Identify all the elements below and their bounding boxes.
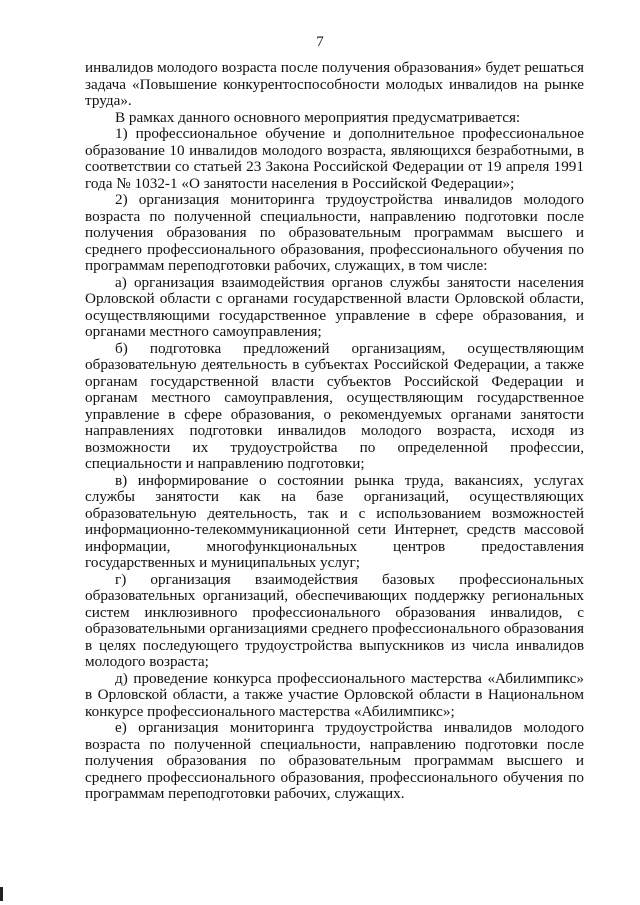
paragraph-subitem-e: е) организация мониторинга трудоустройства инвалидов молодого возраста по полученной специальности, направлению подготовки после получения образования по образовательным программам высшего и среднего профессионального образования, профессионального обучения по программам переподготовки рабочих, служащих. [85,719,584,802]
paragraph-subitem-g: г) организация взаимодействия базовых профессиональных образовательных организаций, обеспечивающих поддержку региональных систем инклюзивного профессионального образования инвалидов, с образовательными организациями среднего профессионального образования в целях последующего трудоустройства выпускников из числа инвалидов молодого возраста; [85,570,584,670]
paragraph-subitem-b: б) подготовка предложений организациям, осуществляющим образовательную деятельность в субъектах Российской Федерации, а также органам государственной власти субъектов Российской Федерации и органам местного самоуправления, осуществляющим государственное управление в сфере образования, о рекомендуемых органами занятости направлениях подготовки инвалидов молодого возраста, исходя из возможности их трудоустройства по определенной профессии, специальности и направлению подготовки; [85,339,584,472]
paragraph-subitem-v: в) информирование о состоянии рынка труда, вакансиях, услугах службы занятости как на базе организаций, осуществляющих образовательную деятельность, так и с использованием возможностей информационно-телекоммуникационной сети Интернет, средств массовой информации, многофункциональных центров предоставления государственных и муниципальных услуг; [85,471,584,571]
paragraph-item-1: 1) профессиональное обучение и дополнительное профессиональное образование 10 инвалидов молодого возраста, являющихся безработными, в соответствии со статьей 23 Закона Российской Федерации от 19 апреля 1991 года № 1032-1 «О занятости населения в Российской Федерации»; [85,125,584,192]
paragraph-subitem-d: д) проведение конкурса профессионального мастерства «Абилимпикс» в Орловской области, а также участие Орловской области в Национальном конкурсе профессионального мастерства «Абилимпикс»; [85,669,584,720]
page-number: 7 [316,34,324,50]
paragraph-continuation: инвалидов молодого возраста после получения образования» будет решаться задача «Повышение конкурентоспособности молодых инвалидов на рынке труда». [85,59,584,109]
paragraph-intro: В рамках данного основного мероприятия предусматривается: [115,108,521,126]
document-body [85,60,584,803]
paragraph-item-2: 2) организация мониторинга трудоустройства инвалидов молодого возраста по полученной специальности, направлению подготовки после получения образования по образовательным программам высшего и среднего профессионального образования, профессионального обучения по программам переподготовки рабочих, служащих, в том числе: [85,191,584,274]
scan-edge-mark [0,887,3,901]
paragraph-subitem-a: а) организация взаимодействия органов службы занятости населения Орловской области с органами государственной власти Орловской области, осуществляющими государственное управление в сфере образования, и органами местного самоуправления; [85,273,584,340]
